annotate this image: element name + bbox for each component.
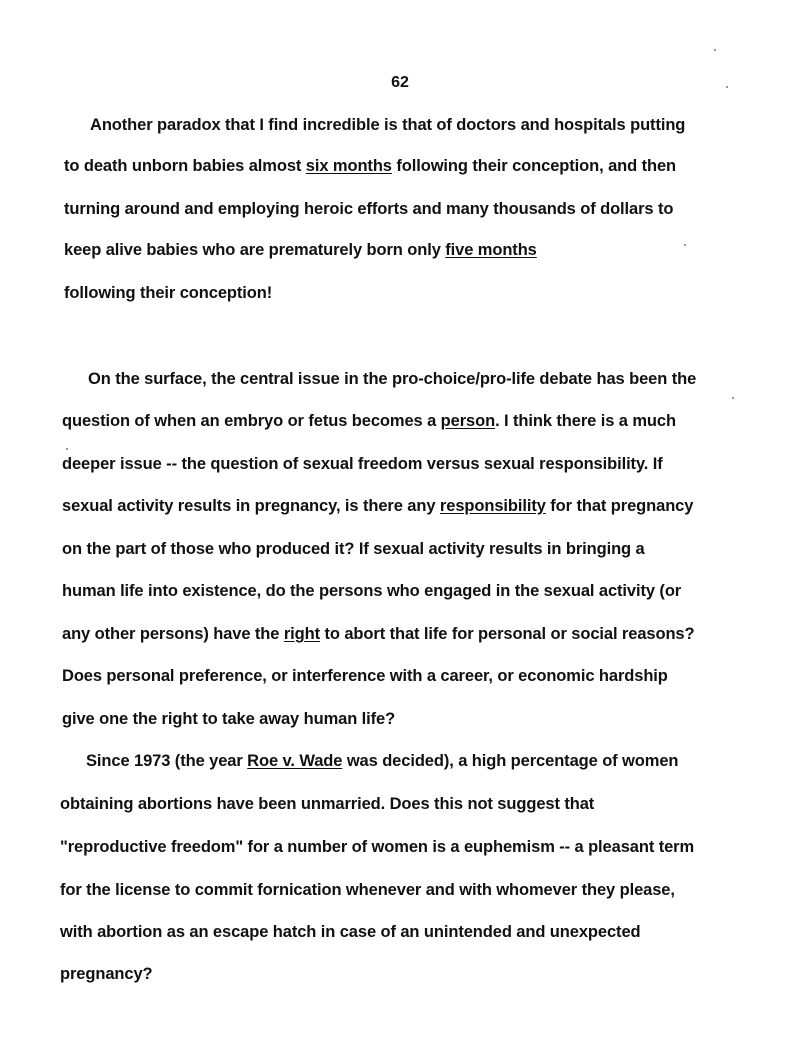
text-segment: to death unborn babies almost [64, 157, 306, 175]
text-line [64, 283, 272, 303]
text-line [62, 454, 663, 474]
text-segment: On the surface, the central issue in the pro-choice/pro-life debate has been the [88, 370, 697, 388]
text-segment: following their conception, and then [391, 157, 677, 175]
underlined-text: responsibility [439, 497, 546, 515]
text-segment: to abort that life for personal or social reasons? [320, 625, 695, 643]
text-segment: question of when an embryo or fetus becomes a [62, 412, 441, 430]
text-segment: Since 1973 (the year [86, 752, 248, 770]
text-segment: obtaining abortions have been unmarried. Does this not suggest that [60, 795, 595, 813]
text-line [64, 156, 676, 176]
text-segment: for that pregnancy [545, 497, 694, 515]
text-line [62, 496, 693, 516]
text-line [64, 240, 537, 260]
text-segment: pregnancy? [60, 965, 153, 983]
text-line [90, 115, 685, 135]
text-segment: . I think there is a much [495, 412, 676, 430]
text-segment: was decided), a high percentage of women [342, 752, 679, 770]
scan-speck [714, 49, 716, 51]
text-segment: Another paradox that I find incredible is that of doctors and hospitals putting [90, 116, 686, 134]
scan-speck [732, 397, 734, 399]
text-segment: any other persons) have the [62, 625, 284, 643]
text-segment: give one the right to take away human life? [62, 710, 396, 728]
text-line [62, 539, 645, 559]
text-line [62, 666, 668, 686]
text-line [62, 709, 395, 729]
underlined-text: five months [445, 241, 537, 259]
text-segment: following their conception! [64, 284, 273, 302]
text-line [60, 880, 675, 900]
text-line [60, 922, 641, 942]
page-number: 62 [391, 74, 409, 91]
text-segment: keep alive babies who are prematurely born only [64, 241, 446, 259]
text-segment: with abortion as an escape hatch in case of an unintended and unexpected [60, 923, 641, 941]
text-line [62, 624, 695, 644]
underlined-text: right [283, 625, 321, 643]
text-segment: human life into existence, do the persons who engaged in the sexual activity (or [62, 582, 682, 600]
text-segment: "reproductive freedom" for a number of women is a euphemism -- a pleasant term [60, 838, 695, 856]
text-line [88, 369, 696, 389]
scan-speck [726, 86, 728, 88]
text-line [60, 794, 594, 814]
text-segment: on the part of those who produced it? If sexual activity results in bringing a [62, 540, 645, 558]
text-segment: deeper issue -- the question of sexual freedom versus sexual responsibility. If [62, 455, 663, 473]
text-segment: Does personal preference, or interference with a career, or economic hardship [62, 667, 668, 685]
underlined-text: person [440, 412, 496, 430]
text-line [86, 751, 678, 771]
text-segment: for the license to commit fornication whenever and with whomever they please, [60, 881, 675, 899]
text-line [62, 411, 676, 431]
text-line [60, 837, 694, 857]
underlined-text: Roe v. Wade [247, 752, 343, 770]
scan-speck [684, 244, 686, 246]
text-segment: sexual activity results in pregnancy, is there any [62, 497, 440, 515]
text-line [62, 581, 681, 601]
scan-speck [66, 448, 68, 450]
underlined-text: six months [305, 157, 392, 175]
text-segment: turning around and employing heroic efforts and many thousands of dollars to [64, 200, 674, 218]
text-line [64, 199, 673, 219]
text-line [60, 964, 153, 984]
